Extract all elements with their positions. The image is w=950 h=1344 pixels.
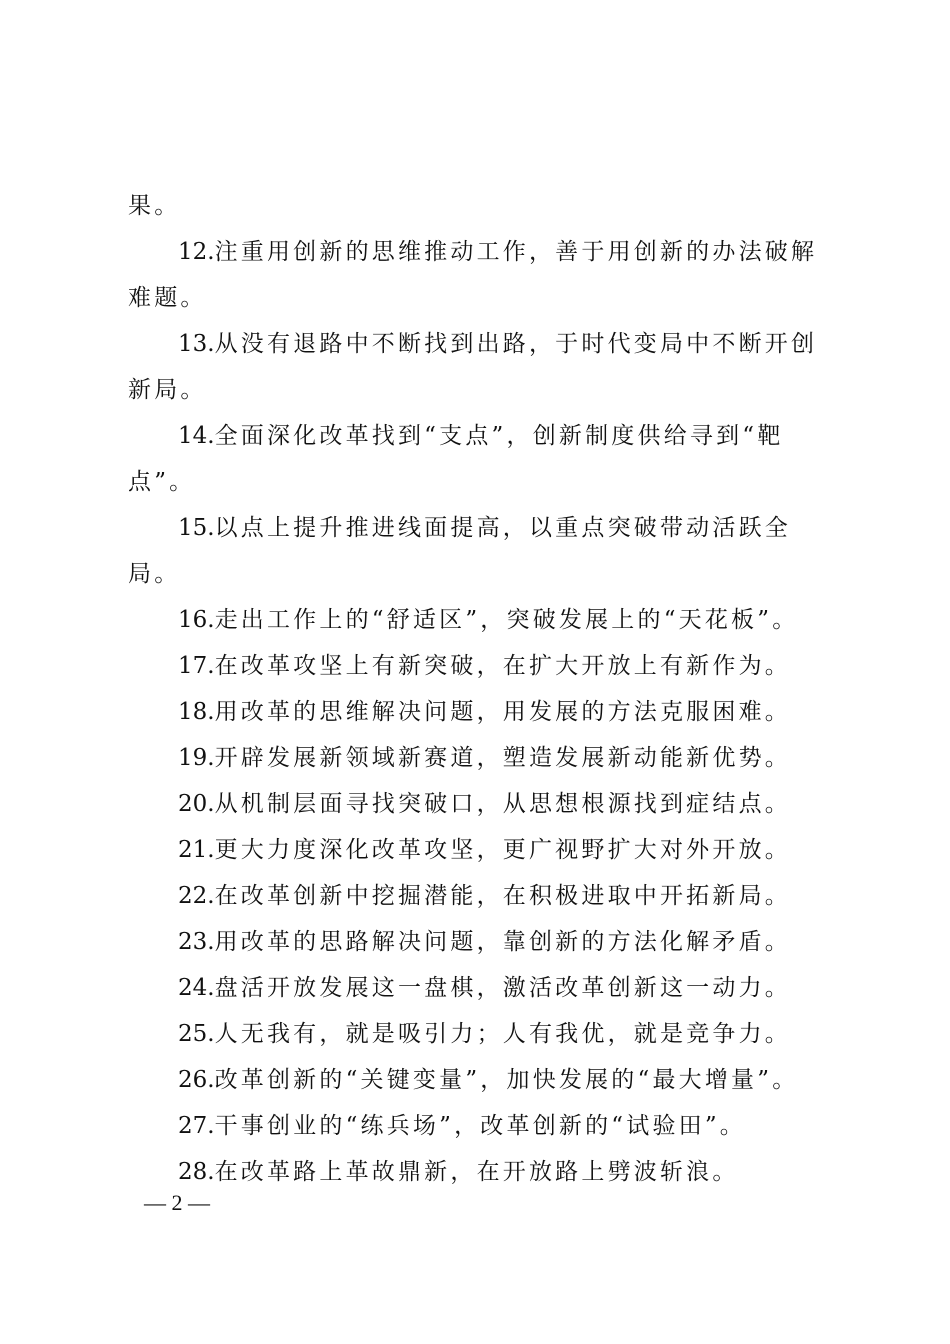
item-number: 17.: [178, 653, 215, 679]
item-text: 从机制层面寻找突破口，从思想根源找到症结点。: [214, 791, 791, 817]
item-number: 13.: [178, 331, 215, 357]
item-text: 注重用创新的思维推动工作，善于用创新的办法破解难题。: [128, 239, 818, 311]
list-item: [128, 1057, 832, 1103]
list-item: [128, 919, 832, 965]
item-number: 23.: [178, 929, 215, 955]
item-text: 人无我有，就是吸引力；人有我优，就是竞争力。: [214, 1021, 791, 1047]
list-item: [128, 643, 832, 689]
item-text: 用改革的思维解决问题，用发展的方法克服困难。: [214, 699, 791, 725]
item-text: 全面深化改革找到“支点”，创新制度供给寻到“靶点”。: [128, 423, 784, 495]
item-number: 16.: [178, 607, 215, 633]
item-number: 14.: [178, 423, 215, 449]
item-text: 用改革的思路解决问题，靠创新的方法化解矛盾。: [214, 929, 791, 955]
item-text: 更大力度深化改革攻坚，更广视野扩大对外开放。: [214, 837, 791, 863]
item-text: 开辟发展新领域新赛道，塑造发展新动能新优势。: [214, 745, 791, 771]
list-item: [128, 735, 832, 781]
item-number: 20.: [178, 791, 215, 817]
item-number: 24.: [178, 975, 215, 1001]
item-number: 25.: [178, 1021, 215, 1047]
list-item: [128, 321, 832, 413]
list-item: [128, 1149, 832, 1195]
item-text: 在改革创新中挖掘潜能，在积极进取中开拓新局。: [214, 883, 791, 909]
list-item: [128, 965, 832, 1011]
page-number: — 2 —: [144, 1190, 210, 1215]
item-text: 干事创业的“练兵场”，改革创新的“试验田”。: [214, 1113, 747, 1139]
item-number: 28.: [178, 1159, 215, 1185]
item-number: 22.: [178, 883, 215, 909]
list-item: [128, 597, 832, 643]
item-number: 18.: [178, 699, 215, 725]
list-item: [128, 689, 832, 735]
item-number: 27.: [178, 1113, 215, 1139]
list-item: [128, 413, 832, 505]
item-text: 改革创新的“关键变量”，加快发展的“最大增量”。: [214, 1067, 799, 1093]
document-body: [128, 183, 832, 1195]
item-number: 21.: [178, 837, 215, 863]
list-item: [128, 873, 832, 919]
item-text: 以点上提升推进线面提高，以重点突破带动活跃全局。: [128, 515, 791, 587]
list-item: [128, 827, 832, 873]
list-item: [128, 781, 832, 827]
list-item: [128, 1103, 832, 1149]
list-item: [128, 229, 832, 321]
item-number: 19.: [178, 745, 215, 771]
list-item: [128, 1011, 832, 1057]
item-number: 15.: [178, 515, 215, 541]
item-number: 26.: [178, 1067, 215, 1093]
item-text: 盘活开放发展这一盘棋，激活改革创新这一动力。: [214, 975, 791, 1001]
item-text: 在改革攻坚上有新突破，在扩大开放上有新作为。: [214, 653, 791, 679]
item-text: 从没有退路中不断找到出路，于时代变局中不断开创新局。: [128, 331, 818, 403]
list-item: [128, 505, 832, 597]
item-text: 在改革路上革故鼎新，在开放路上劈波斩浪。: [214, 1159, 739, 1185]
item-number: 12.: [178, 239, 215, 265]
item-text: 走出工作上的“舒适区”，突破发展上的“天花板”。: [214, 607, 799, 633]
continuation-line: 果。: [128, 193, 181, 219]
